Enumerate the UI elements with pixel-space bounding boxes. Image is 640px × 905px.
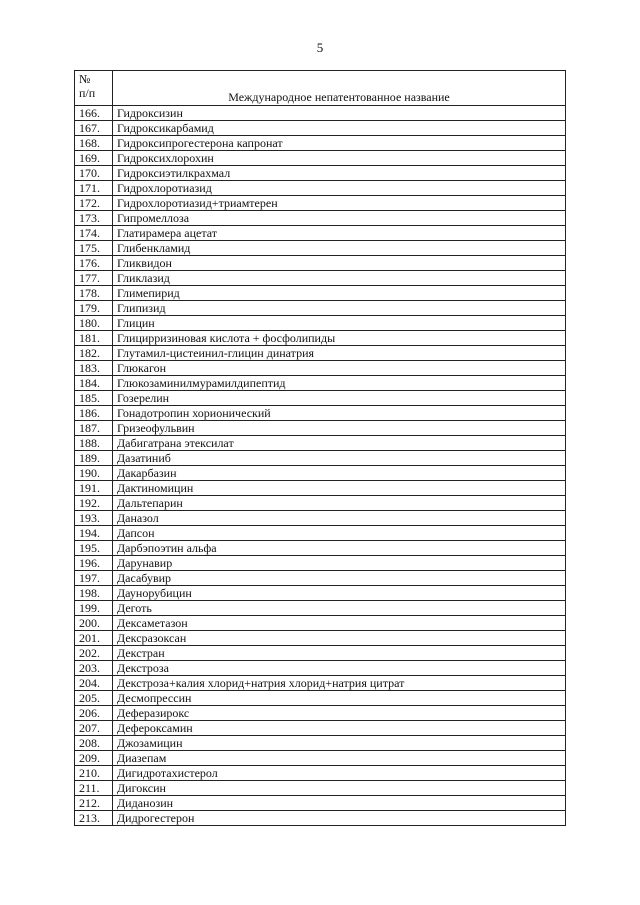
- row-number: 213.: [75, 811, 113, 826]
- table-row: [75, 481, 566, 496]
- drug-name: Декстроза+калия хлорид+натрия хлорид+натрия цитрат: [113, 676, 566, 691]
- row-number: 188.: [75, 436, 113, 451]
- table-row: [75, 721, 566, 736]
- drug-name: Дальтепарин: [113, 496, 566, 511]
- table-row: [75, 196, 566, 211]
- drug-name: Декстроза: [113, 661, 566, 676]
- table-row: [75, 466, 566, 481]
- row-number: 197.: [75, 571, 113, 586]
- drug-name: Гонадотропин хорионический: [113, 406, 566, 421]
- drug-name: Гидроксизин: [113, 106, 566, 121]
- row-number: 196.: [75, 556, 113, 571]
- column-header-number: [75, 71, 113, 106]
- drug-name: Дексразоксан: [113, 631, 566, 646]
- row-number: 173.: [75, 211, 113, 226]
- row-number: 208.: [75, 736, 113, 751]
- table-row: [75, 736, 566, 751]
- drug-name: Гидроксиэтилкрахмал: [113, 166, 566, 181]
- table-row: [75, 631, 566, 646]
- drug-name: Даунорубицин: [113, 586, 566, 601]
- column-header-name: Международное непатентованное название: [113, 71, 566, 106]
- drug-name: Гликвидон: [113, 256, 566, 271]
- row-number: 200.: [75, 616, 113, 631]
- row-number: 169.: [75, 151, 113, 166]
- row-number: 185.: [75, 391, 113, 406]
- table-row: [75, 556, 566, 571]
- table-row: [75, 586, 566, 601]
- drug-name: Гидроксикарбамид: [113, 121, 566, 136]
- row-number: 180.: [75, 316, 113, 331]
- drug-name: Гидроксихлорохин: [113, 151, 566, 166]
- drug-name: Глицирризиновая кислота + фосфолипиды: [113, 331, 566, 346]
- drug-name: Глутамил-цистеинил-глицин динатрия: [113, 346, 566, 361]
- drug-name: Дигоксин: [113, 781, 566, 796]
- row-number: 195.: [75, 541, 113, 556]
- drug-name: Глимепирид: [113, 286, 566, 301]
- page-number: 5: [316, 40, 324, 55]
- drug-table: [74, 70, 566, 826]
- row-number: 206.: [75, 706, 113, 721]
- row-number: 194.: [75, 526, 113, 541]
- drug-name: Дефероксамин: [113, 721, 566, 736]
- table-row: [75, 331, 566, 346]
- table-row: [75, 391, 566, 406]
- drug-name: Диданозин: [113, 796, 566, 811]
- row-number: 212.: [75, 796, 113, 811]
- row-number: 211.: [75, 781, 113, 796]
- drug-name: Гипромеллоза: [113, 211, 566, 226]
- drug-name: Даназол: [113, 511, 566, 526]
- table-row: [75, 121, 566, 136]
- drug-name: Глюкагон: [113, 361, 566, 376]
- drug-name: Дигидротахистерол: [113, 766, 566, 781]
- drug-name: Деферазирокс: [113, 706, 566, 721]
- row-number: 210.: [75, 766, 113, 781]
- table-row: [75, 811, 566, 826]
- table-row: [75, 346, 566, 361]
- column-header-number-symbol: №: [79, 72, 91, 86]
- table-row: [75, 286, 566, 301]
- table-row: [75, 271, 566, 286]
- row-number: 181.: [75, 331, 113, 346]
- table-row: [75, 211, 566, 226]
- row-number: 192.: [75, 496, 113, 511]
- table-body: [75, 106, 566, 826]
- drug-name: Десмопрессин: [113, 691, 566, 706]
- row-number: 191.: [75, 481, 113, 496]
- table-row: [75, 616, 566, 631]
- row-number: 202.: [75, 646, 113, 661]
- table-row: [75, 436, 566, 451]
- drug-name: Дарбэпоэтин альфа: [113, 541, 566, 556]
- row-number: 199.: [75, 601, 113, 616]
- table-row: [75, 316, 566, 331]
- table-row: [75, 571, 566, 586]
- row-number: 168.: [75, 136, 113, 151]
- table-row: [75, 511, 566, 526]
- drug-name: Гозерелин: [113, 391, 566, 406]
- row-number: 171.: [75, 181, 113, 196]
- row-number: 205.: [75, 691, 113, 706]
- row-number: 184.: [75, 376, 113, 391]
- drug-name: Дасабувир: [113, 571, 566, 586]
- row-number: 187.: [75, 421, 113, 436]
- table-row: [75, 376, 566, 391]
- table-row: [75, 676, 566, 691]
- row-number: 189.: [75, 451, 113, 466]
- table-row: [75, 496, 566, 511]
- drug-name: Гликлазид: [113, 271, 566, 286]
- table-row: [75, 766, 566, 781]
- table-row: [75, 661, 566, 676]
- table-row: [75, 601, 566, 616]
- table-row: [75, 691, 566, 706]
- row-number: 207.: [75, 721, 113, 736]
- table-row: [75, 106, 566, 121]
- row-number: 201.: [75, 631, 113, 646]
- drug-name: Дактиномицин: [113, 481, 566, 496]
- drug-name: Диазепам: [113, 751, 566, 766]
- row-number: 178.: [75, 286, 113, 301]
- row-number: 203.: [75, 661, 113, 676]
- row-number: 193.: [75, 511, 113, 526]
- drug-name: Глатирамера ацетат: [113, 226, 566, 241]
- column-header-number-abbrev: п/п: [79, 86, 96, 100]
- row-number: 209.: [75, 751, 113, 766]
- drug-name: Дакарбазин: [113, 466, 566, 481]
- table-row: [75, 256, 566, 271]
- drug-name: Гидроксипрогестерона капронат: [113, 136, 566, 151]
- row-number: 186.: [75, 406, 113, 421]
- drug-name: Глюкозаминилмурамилдипептид: [113, 376, 566, 391]
- drug-name: Гризеофульвин: [113, 421, 566, 436]
- row-number: 176.: [75, 256, 113, 271]
- drug-name: Глибенкламид: [113, 241, 566, 256]
- row-number: 179.: [75, 301, 113, 316]
- row-number: 182.: [75, 346, 113, 361]
- row-number: 198.: [75, 586, 113, 601]
- table-row: [75, 526, 566, 541]
- drug-name: Гидрохлоротиазид+триамтерен: [113, 196, 566, 211]
- drug-name: Гидрохлоротиазид: [113, 181, 566, 196]
- table-row: [75, 781, 566, 796]
- drug-name: Глипизид: [113, 301, 566, 316]
- table-row: [75, 751, 566, 766]
- table-header-row: [75, 71, 566, 106]
- table-row: [75, 241, 566, 256]
- table-row: [75, 301, 566, 316]
- table-row: [75, 136, 566, 151]
- table-row: [75, 166, 566, 181]
- row-number: 190.: [75, 466, 113, 481]
- drug-name: Дапсон: [113, 526, 566, 541]
- table-row: [75, 706, 566, 721]
- row-number: 167.: [75, 121, 113, 136]
- table-row: [75, 646, 566, 661]
- drug-name: Джозамицин: [113, 736, 566, 751]
- row-number: 175.: [75, 241, 113, 256]
- table-row: [75, 541, 566, 556]
- drug-name: Дарунавир: [113, 556, 566, 571]
- row-number: 174.: [75, 226, 113, 241]
- table-row: [75, 406, 566, 421]
- drug-name: Дазатиниб: [113, 451, 566, 466]
- row-number: 172.: [75, 196, 113, 211]
- table-row: [75, 151, 566, 166]
- drug-name: Декстран: [113, 646, 566, 661]
- drug-name: Дабигатрана этексилат: [113, 436, 566, 451]
- row-number: 177.: [75, 271, 113, 286]
- table-row: [75, 796, 566, 811]
- row-number: 166.: [75, 106, 113, 121]
- table-row: [75, 181, 566, 196]
- row-number: 204.: [75, 676, 113, 691]
- table-row: [75, 361, 566, 376]
- table-row: [75, 451, 566, 466]
- row-number: 170.: [75, 166, 113, 181]
- table-row: [75, 421, 566, 436]
- drug-name: Дидрогестерон: [113, 811, 566, 826]
- table-row: [75, 226, 566, 241]
- row-number: 183.: [75, 361, 113, 376]
- drug-name: Глицин: [113, 316, 566, 331]
- drug-name: Деготь: [113, 601, 566, 616]
- drug-name: Дексаметазон: [113, 616, 566, 631]
